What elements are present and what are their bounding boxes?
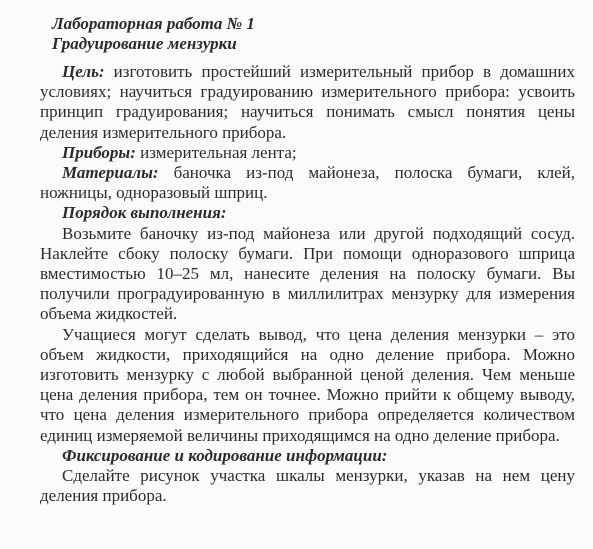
recording-paragraph: Сделайте рисунок участка шкалы мензурки, указав на нем цену деления прибора. [40, 466, 575, 506]
recording-heading: Фиксирование и кодирование информации: [62, 445, 388, 465]
instruments-paragraph [40, 143, 575, 163]
materials-label: Материалы: [62, 163, 159, 183]
goal-paragraph [40, 62, 575, 143]
instruments-text: измерительная лента; [135, 142, 297, 162]
title-line-1: Лабораторная работа № 1 [52, 14, 255, 33]
procedure-heading: Порядок выполнения: [62, 203, 227, 223]
goal-label: Цель: [62, 62, 105, 81]
materials-text: баночка из-под майонеза, полоска бумаги, клей, ножницы, одноразовый шприц. [40, 163, 575, 203]
instruments-label: Приборы: [62, 142, 136, 162]
goal-text: изготовить простейший измерительный прибор в домашних условиях; научиться градуированию измерительного прибора: усвоить принцип градуирования; научиться понимать смысл понятия цены деления измерительного прибора. [40, 62, 575, 142]
materials-paragraph [40, 163, 575, 203]
procedure-paragraph-2: Учащиеся могут сделать вывод, что цена деления мензурки – это объем жидкости, приходящийся на одно деление прибора. Можно изготовить мензурку с любой выбранной ценой деления. Чем меньше цена деления прибора, тем он точнее. Можно прийти к общему выводу, что цена деления измерительного прибора определяется количеством единиц измеряемой величины приходящимся на одно деление прибора. [40, 324, 575, 445]
title-line-2: Градуирование мензурки [52, 34, 237, 53]
procedure-paragraph-1: Возьмите баночку из-под майонеза или другой подходящий сосуд. Наклейте сбоку полоску бумаги. При помощи одноразового шприца вместимостью 10–25 мл, нанесите деления на полоску бумаги. Вы получили проградуированную в миллилитрах мензурку для измерения объема жидкостей. [40, 223, 575, 324]
